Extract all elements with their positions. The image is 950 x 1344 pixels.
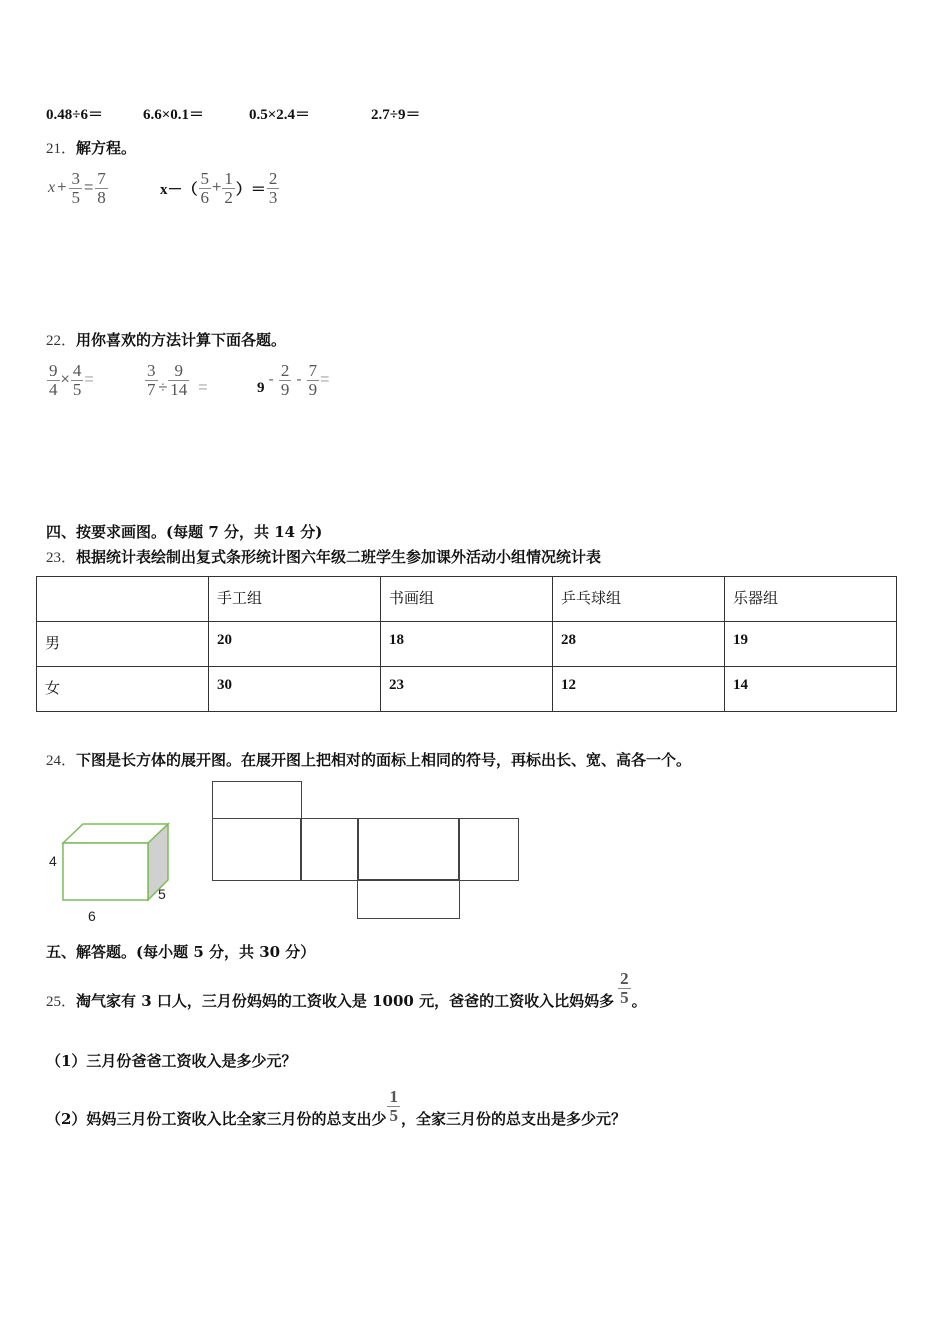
cuboid-width-label: 5 bbox=[158, 886, 166, 902]
table-cell: 14 bbox=[725, 667, 897, 712]
question-21-title bbox=[46, 137, 136, 158]
table-cell: 20 bbox=[209, 622, 381, 667]
fraction: $\frac{1}{5}$ bbox=[389, 1087, 398, 1125]
question-number: 22． bbox=[46, 333, 77, 349]
table-row bbox=[37, 667, 897, 712]
fraction: $\frac{3}{5}$ bbox=[71, 169, 80, 207]
table-header-cell: 乒乓球组 bbox=[553, 577, 725, 622]
fraction: $\frac{2}{5}$ bbox=[620, 969, 629, 1007]
table-header-cell: 手工组 bbox=[209, 577, 381, 622]
question-text: 下图是长方体的展开图。在展开图上把相对的面标上相同的符号，再标出长、宽、高各一个。 bbox=[76, 751, 692, 769]
fraction: $\frac{7}{9}$ bbox=[308, 361, 318, 399]
fraction: $\frac{5}{6}$ bbox=[200, 169, 210, 207]
question-text: 用你喜欢的方法计算下面各题。 bbox=[76, 331, 287, 349]
fraction: $\frac{4}{5}$ bbox=[72, 361, 82, 399]
table-header-cell: 书画组 bbox=[381, 577, 553, 622]
fraction: $\frac{9}{4}$ bbox=[49, 361, 58, 399]
cuboid-diagram bbox=[60, 820, 172, 906]
question-number: 23． bbox=[46, 550, 77, 566]
question-25 bbox=[46, 966, 647, 1011]
fraction: $\frac{3}{7}$ bbox=[147, 361, 156, 399]
minus-sign: - bbox=[268, 371, 274, 389]
calc-item-1: 0.48÷6＝ bbox=[46, 107, 103, 123]
equals-sign: = bbox=[320, 371, 330, 389]
equation-suffix: ）＝ bbox=[235, 181, 266, 198]
variable-x: x bbox=[48, 179, 56, 197]
table-cell: 28 bbox=[553, 622, 725, 667]
table-cell: 19 bbox=[725, 622, 897, 667]
fraction: $\frac{2}{3}$ bbox=[268, 169, 278, 207]
cuboid-length-label: 6 bbox=[88, 908, 96, 924]
plus-sign: + bbox=[57, 179, 67, 197]
calc-item-4: 2.7÷9＝ bbox=[371, 107, 421, 123]
minus-sign: - bbox=[296, 371, 302, 389]
net-face-top bbox=[212, 781, 302, 819]
question-text: ，全家三月份的总支出是多少元？ bbox=[400, 1110, 626, 1128]
table-row-label: 男 bbox=[37, 622, 209, 667]
table-row-label: 女 bbox=[37, 667, 209, 712]
question-text: （2）妈妈三月份工资收入比全家三月份的总支出少 bbox=[46, 1110, 387, 1128]
question-text: 解方程。 bbox=[76, 139, 137, 157]
question-25-part-2 bbox=[46, 1084, 626, 1129]
table-row bbox=[37, 622, 897, 667]
fraction: $\frac{1}{2}$ bbox=[224, 169, 233, 207]
question-number: 21． bbox=[46, 141, 77, 157]
table-header-row bbox=[37, 577, 897, 622]
expression-1 bbox=[46, 362, 94, 399]
equals-sign: = bbox=[198, 379, 208, 397]
plus-sign: + bbox=[212, 179, 222, 197]
question-number: 25． bbox=[46, 994, 77, 1010]
fraction: $\frac{2}{9}$ bbox=[280, 361, 290, 399]
whole-number: 9 bbox=[257, 379, 265, 396]
expression-3 bbox=[257, 362, 330, 399]
calc-item-2: 6.6×0.1＝ bbox=[143, 107, 205, 123]
question-22-title bbox=[46, 329, 286, 350]
question-25-part-1: （1）三月份爸爸工资收入是多少元？ bbox=[46, 1052, 297, 1070]
question-text: 根据统计表绘制出复式条形统计图六年级二班学生参加课外活动小组情况统计表 bbox=[76, 548, 602, 566]
equation-2 bbox=[160, 170, 280, 207]
equals-sign: = bbox=[84, 371, 94, 389]
equals-sign: = bbox=[83, 179, 94, 197]
divide-sign: ÷ bbox=[158, 379, 168, 397]
table-cell: 23 bbox=[381, 667, 553, 712]
question-text: 淘气家有 3 口人，三月份妈妈的工资收入是 1000 元，爸爸的工资收入比妈妈多 bbox=[76, 992, 615, 1010]
calc-item-3: 0.5×2.4＝ bbox=[249, 107, 311, 123]
expression-2 bbox=[144, 362, 208, 399]
times-sign: × bbox=[60, 371, 70, 389]
net-face-right bbox=[458, 818, 519, 881]
net-face-mid-narrow bbox=[300, 818, 359, 881]
activity-stats-table bbox=[36, 576, 897, 712]
equation-prefix: x－（ bbox=[160, 181, 198, 198]
equation-1 bbox=[48, 170, 109, 207]
question-23-title bbox=[46, 546, 601, 567]
table-header-cell: 乐器组 bbox=[725, 577, 897, 622]
section-5-heading: 五、解答题。(每小题 5 分，共 30 分） bbox=[46, 943, 316, 961]
question-number: 24． bbox=[46, 753, 77, 769]
section-4-heading: 四、按要求画图。(每题 7 分，共 14 分) bbox=[46, 523, 323, 541]
table-cell: 12 bbox=[553, 667, 725, 712]
question-24-title bbox=[46, 749, 691, 770]
fraction: $\frac{7}{8}$ bbox=[97, 169, 106, 207]
table-cell: 18 bbox=[381, 622, 553, 667]
fraction: $\frac{9}{14}$ bbox=[170, 361, 188, 399]
net-face-center bbox=[357, 818, 460, 881]
table-header-cell bbox=[37, 577, 209, 622]
net-face-left bbox=[212, 818, 302, 881]
net-face-bottom bbox=[357, 879, 460, 919]
cuboid-height-label: 4 bbox=[49, 853, 57, 869]
period: 。 bbox=[631, 992, 647, 1010]
table-cell: 30 bbox=[209, 667, 381, 712]
